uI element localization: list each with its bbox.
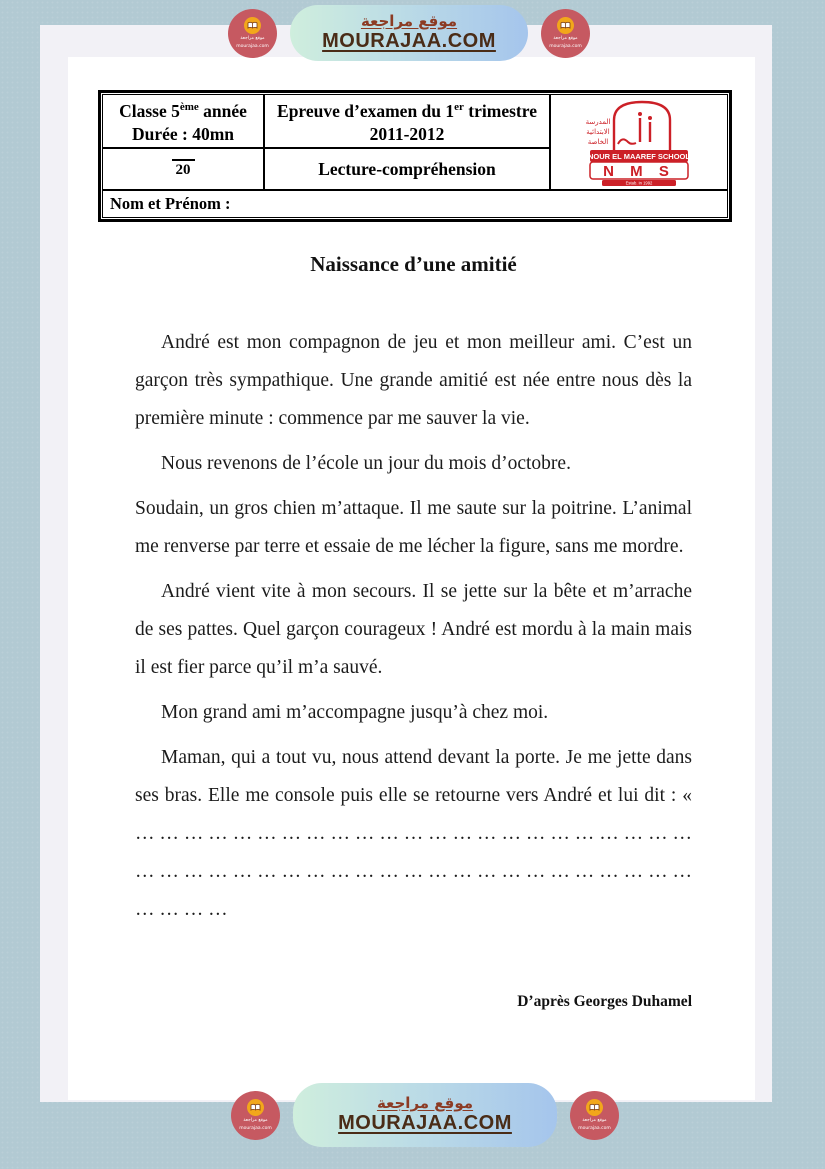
svg-text:N M S: N M S (603, 163, 675, 180)
svg-text:Estab. in 1992: Estab. in 1992 (625, 180, 653, 186)
exam-title-cell: Epreuve d’examen du 1er trimestre 2011-2012 (265, 95, 551, 149)
paragraph: Mon grand ami m’accompagne jusqu’à chez moi. (161, 702, 549, 723)
svg-text:المدرسة: المدرسة (585, 118, 611, 126)
badge-arabic-label: موقع مراجعة (243, 1118, 268, 1124)
site-badge-left (231, 1091, 280, 1140)
badge-url-label: mourajaa.com (578, 1125, 611, 1131)
paragraph: Maman, qui a tout vu, nous attend devant la porte. Je me jette dans ses bras. Elle me console puis elle se retourne vers André et lui dit : « … … … … … … … … … … … … … … … … … … … … … … … … … … … … … … … … … … … … … … … … … … … … … … … … … … (135, 747, 692, 920)
site-badge-left (228, 9, 277, 58)
nms-school-logo (578, 98, 700, 186)
badge-url-label: mourajaa.com (549, 43, 582, 49)
paragraph: André vient vite à mon secours. Il se jette sur la bête et m’arrache de ses pattes. Quel garçon courageux ! André est mordu à la main mais il est fier parce qu’il m’a sauvé. (135, 581, 692, 678)
svg-text:الابتدائية: الابتدائية (586, 128, 610, 136)
duration-label: Durée : 40mn (131, 123, 235, 144)
badge-url-label: mourajaa.com (236, 43, 269, 49)
site-name-arabic[interactable]: موقع مراجعة (360, 11, 458, 30)
book-icon (557, 17, 574, 34)
site-link-pill[interactable] (290, 5, 528, 61)
class-duration-cell: Classe 5ème année Durée : 40mn (103, 95, 265, 149)
student-name-row: Nom et Prénom : (110, 194, 231, 213)
badge-arabic-label: موقع مراجعة (240, 36, 265, 42)
school-year: 2011-2012 (369, 123, 445, 144)
book-icon (586, 1099, 603, 1116)
svg-text:الخاصة: الخاصة (587, 138, 609, 146)
site-link-pill[interactable] (293, 1083, 557, 1147)
paragraph: Soudain, un gros chien m’attaque. Il me saute sur la poitrine. L’animal me renverse par terre et essaie de me lécher la figure, sans me mordre. (135, 498, 692, 557)
book-icon (247, 1099, 264, 1116)
site-banner-bottom (231, 1083, 619, 1147)
site-banner-top (228, 5, 590, 61)
site-badge-right (541, 9, 590, 58)
exam-header-table (98, 90, 732, 222)
score-fraction: 20 (172, 159, 195, 179)
subject-cell: Lecture-compréhension (265, 149, 551, 191)
passage-title: Naissance d’une amitié (310, 252, 517, 276)
badge-url-label: mourajaa.com (239, 1125, 272, 1131)
site-badge-right (570, 1091, 619, 1140)
score-cell (103, 149, 265, 191)
paragraph: Nous revenons de l’école un jour du mois d’octobre. (161, 453, 571, 474)
badge-arabic-label: موقع مراجعة (553, 36, 578, 42)
site-url[interactable]: MOURAJAA.COM (322, 30, 496, 53)
author-attribution: D’après Georges Duhamel (517, 993, 692, 1010)
school-logo-cell (551, 95, 727, 191)
svg-text:NOUR EL MAAREF SCHOOL: NOUR EL MAAREF SCHOOL (588, 152, 690, 161)
reading-text (135, 324, 692, 936)
badge-arabic-label: موقع مراجعة (582, 1118, 607, 1124)
paragraph: André est mon compagnon de jeu et mon meilleur ami. C’est un garçon très sympathique. Une grande amitié est née entre nous dès la première minute : commence par me sauver la vie. (135, 332, 692, 429)
book-icon (244, 17, 261, 34)
site-url[interactable]: MOURAJAA.COM (338, 1112, 512, 1135)
site-name-arabic[interactable]: موقع مراجعة (376, 1093, 474, 1112)
